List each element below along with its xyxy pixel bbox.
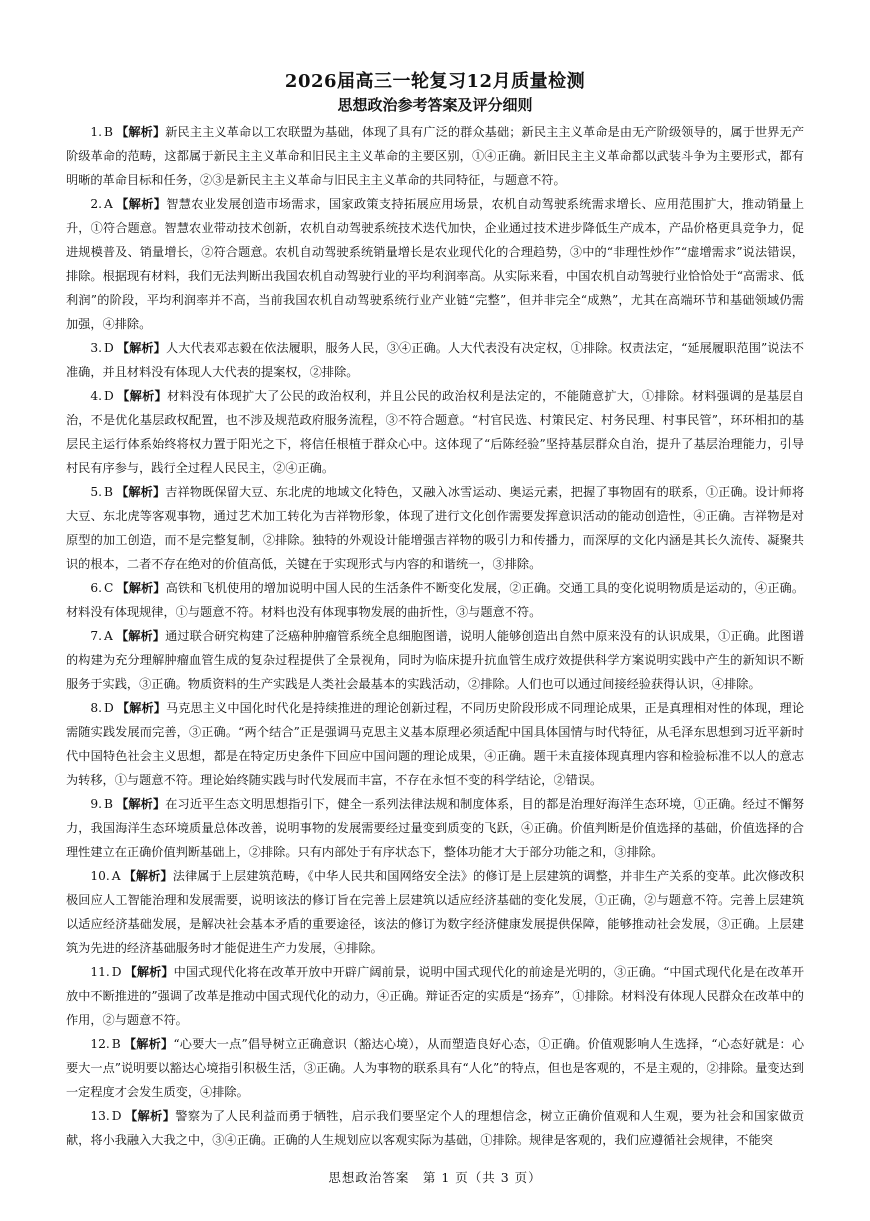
analysis-text: 材料没有体现扩大了公民的政治权利，并且公民的政治权利是法定的，不能随意扩大，①排除。材料强调的是基层自治，不是优化基层政权配置，也不涉及规范政府服务流程，③不符合题意。“村官民选、村策民定、村务民理、村事民管”，环环相扣的基层民主运行体系始终将权力置于阳光之下，将信任根植于群众心中。这体现了“后陈经验”坚持基层群众自治，提升了基层治理能力，引导村民有序参与，践行全过程人民民主，②④正确。 xyxy=(66,389,805,475)
question-number: 9. xyxy=(90,797,103,811)
analysis-tag: 【解析】 xyxy=(116,797,166,811)
answer-letter: A xyxy=(104,197,113,211)
answer-item xyxy=(66,120,804,192)
analysis-tag: 【解析】 xyxy=(116,701,166,715)
analysis-text: 通过联合研究构建了泛癌种肿瘤管系统全息细胞图谱，说明人能够创造出自然中原来没有的认识成果，①正确。此图谱的构建为充分理解肿瘤血管生成的复杂过程提供了全景视角，同时为临床提升抗血管生成疗效提供科学方案说明实践中产生的新知识不断服务于实践，③正确。物质资料的生产实践是人类社会最基本的实践活动，②排除。人们也可以通过间接经验获得认识，④排除。 xyxy=(66,629,805,691)
answer-item xyxy=(66,192,804,336)
answer-letter: D xyxy=(104,341,114,355)
answer-item xyxy=(66,792,804,864)
analysis-text: 在习近平生态文明思想指引下，健全一系列法律法规和制度体系，目的都是治理好海洋生态环境，①正确。经过不懈努力，我国海洋生态环境质量总体改善，说明事物的发展需要经过量变到质变的飞跃，④正确。价值判断是价值选择的基础，价值选择的合理性建立在正确价值判断基础上，②排除。只有内部处于有序状态下，整体功能才大于部分功能之和，③排除。 xyxy=(66,797,805,859)
analysis-text: 警察为了人民利益而勇于牺牲，启示我们要坚定个人的理想信念，树立正确价值观和人生观，要为社会和国家做贡献，将小我融入大我之中，③④正确。正确的人生规划应以客观实际为基础，①排除。规律是客观的，我们应遵循社会规律，不能突 xyxy=(66,1109,805,1147)
question-number: 6. xyxy=(90,581,103,595)
analysis-text: 高铁和飞机使用的增加说明中国人民的生活条件不断变化发展，②正确。交通工具的变化说明物质是运动的，④正确。材料没有体现规律，①与题意不符。材料也没有体现事物发展的曲折性，③与题意不符。 xyxy=(66,581,805,619)
answer-item xyxy=(66,696,804,792)
analysis-text: 智慧农业发展创造市场需求，国家政策支持拓展应用场景，农机自动驾驶系统需求增长、应用范围扩大，推动销量上升，①符合题意。智慧农业带动技术创新，农机自动驾驶系统技术迭代加快，企业通过技术进步降低生产成本，产品价格更具竞争力，促进规模普及、销量增长，②符合题意。农机自动驾驶系统销量增长是农业现代化的合理趋势，③中的“非理性炒作”“虚增需求”说法错误，排除。根据现有材料，我们无法判断出我国农机自动驾驶行业的平均利润率高。从实际来看，中国农机自动驾驶行业恰恰处于“高需求、低利润”的阶段，平均利润率并不高，当前我国农机自动驾驶系统行业产业链“完整”，但并非完全“成熟”，尤其在高端环节和基础领域仍需加强，④排除。 xyxy=(66,197,805,331)
question-number: 12. xyxy=(90,1037,110,1051)
analysis-tag: 【解析】 xyxy=(116,485,166,499)
answer-list xyxy=(66,120,804,1152)
page-subtitle: 思想政治参考答案及评分细则 xyxy=(337,96,533,114)
analysis-text: 法律属于上层建筑范畴，《中华人民共和国网络安全法》的修订是上层建筑的调整，并非生产关系的变革。此次修改积极回应人工智能治理和发展需要，说明该法的修订旨在完善上层建筑以适应经济基础的变化发展，①正确，②与题意不符。完善上层建筑以适应经济基础发展，是解决社会基本矛盾的重要途径，该法的修订为数字经济健康发展提供保障，能够推动社会发展，③正确。上层建筑为先进的经济基础服务时才能促进生产力发展，④排除。 xyxy=(66,869,804,955)
answer-item xyxy=(66,960,804,1032)
answer-letter: A xyxy=(104,629,113,643)
analysis-tag: 【解析】 xyxy=(116,125,166,139)
page-footer: 思想政治答案 第 1 页（共 3 页） xyxy=(328,1170,542,1185)
analysis-text: 中国式现代化将在改革开放中开辟广阔前景，说明中国式现代化的前途是光明的，③正确。“中国式现代化是在改革开放中不断推进的”强调了改革是推动中国式现代化的动力，④正确。辩证否定的实质是“扬弃”，①排除。材料没有体现人民群众在改革中的作用，②与题意不符。 xyxy=(66,965,805,1027)
analysis-tag: 【解析】 xyxy=(123,869,173,883)
answer-letter: D xyxy=(111,965,122,979)
answer-letter: B xyxy=(104,485,113,499)
answer-item xyxy=(66,480,804,576)
answer-letter: B xyxy=(104,797,113,811)
question-number: 3. xyxy=(90,341,103,355)
question-number: 1. xyxy=(90,125,103,139)
analysis-text: 吉祥物既保留大豆、东北虎的地域文化特色，又融入冰雪运动、奥运元素，把握了事物固有的联系，①正确。设计师将大豆、东北虎等客观事物，通过艺术加工转化为吉祥物形象，体现了进行文化创作需要发挥意识活动的能动创造性，④正确。吉祥物是对原型的加工创造，而不是完整复制，②排除。独特的外观设计能增强吉祥物的吸引力和传播力，而深厚的文化内涵是其长久流传、凝聚共识的根本，二者不存在绝对的价值高低，关键在于实现形式与内容的和谐统一，③排除。 xyxy=(66,485,805,571)
question-number: 10. xyxy=(90,869,110,883)
analysis-tag: 【解析】 xyxy=(116,389,168,403)
answer-item xyxy=(66,624,804,696)
question-number: 4. xyxy=(90,389,103,403)
question-number: 5. xyxy=(90,485,103,499)
answer-letter: B xyxy=(111,1037,121,1051)
answer-item xyxy=(66,864,804,960)
analysis-text: 马克思主义中国化时代化是持续推进的理论创新过程，不同历史阶段形成不同理论成果，正是真理相对性的体现，理论需随实践发展而完善，③正确。“两个结合”正是强调马克思主义基本原理必须适配中国具体国情与时代特征，从毛泽东思想到习近平新时代中国特色社会主义思想，都是在特定历史条件下回应中国问题的理论成果，④正确。题干未直接体现真理内容和检验标准不以人的意志为转移，①与题意不符。理论始终随实践与时代发展而丰富，不存在永恒不变的科学结论，②错误。 xyxy=(66,701,805,787)
answer-letter: D xyxy=(104,389,114,403)
analysis-tag: 【解析】 xyxy=(116,581,166,595)
answer-letter: D xyxy=(104,701,114,715)
question-number: 8. xyxy=(90,701,103,715)
page-title: 2026届高三一轮复习12月质量检测 xyxy=(284,71,586,92)
answer-item xyxy=(66,384,804,480)
answer-letter: C xyxy=(104,581,114,595)
answer-letter: D xyxy=(111,1109,122,1123)
analysis-tag: 【解析】 xyxy=(124,1109,176,1123)
analysis-text: 新民主主义革命以工农联盟为基础，体现了具有广泛的群众基础；新民主主义革命是由无产阶级领导的，属于世界无产阶级革命的范畴，这都属于新民主主义革命和旧民主主义革命的主要区别，①④正确。新旧民主主义革命都以武装斗争为主要形式，都有明晰的革命目标和任务，②③是新民主主义革命与旧民主主义革命的共同特征，与题意不符。 xyxy=(66,125,805,187)
analysis-tag: 【解析】 xyxy=(116,341,166,355)
answer-item xyxy=(66,1104,804,1152)
answer-item xyxy=(66,576,804,624)
analysis-tag: 【解析】 xyxy=(115,197,167,211)
analysis-text: 人大代表邓志毅在依法履职，服务人民，③④正确。人大代表没有决定权，①排除。权责法定，“延展履职范围”说法不准确，并且材料没有体现人大代表的提案权，②排除。 xyxy=(66,341,804,379)
question-number: 2. xyxy=(90,197,103,211)
answer-item xyxy=(66,1032,804,1104)
analysis-tag: 【解析】 xyxy=(123,1037,174,1051)
answer-item xyxy=(66,336,804,384)
analysis-tag: 【解析】 xyxy=(124,965,174,979)
question-number: 7. xyxy=(90,629,103,643)
answer-letter: A xyxy=(111,869,121,883)
question-number: 13. xyxy=(90,1109,110,1123)
question-number: 11. xyxy=(90,965,110,979)
analysis-tag: 【解析】 xyxy=(115,629,166,643)
analysis-text: “心要大一点”倡导树立正确意识（豁达心境），从而塑造良好心态，①正确。价值观影响人生选择，“心态好就是：心要大一点”说明要以豁达心境指引积极生活，③正确。人为事物的联系具有“人化”的特点，但也是客观的，不是主观的，②排除。量变达到一定程度才会发生质变，④排除。 xyxy=(66,1037,805,1099)
answer-letter: B xyxy=(104,125,113,139)
